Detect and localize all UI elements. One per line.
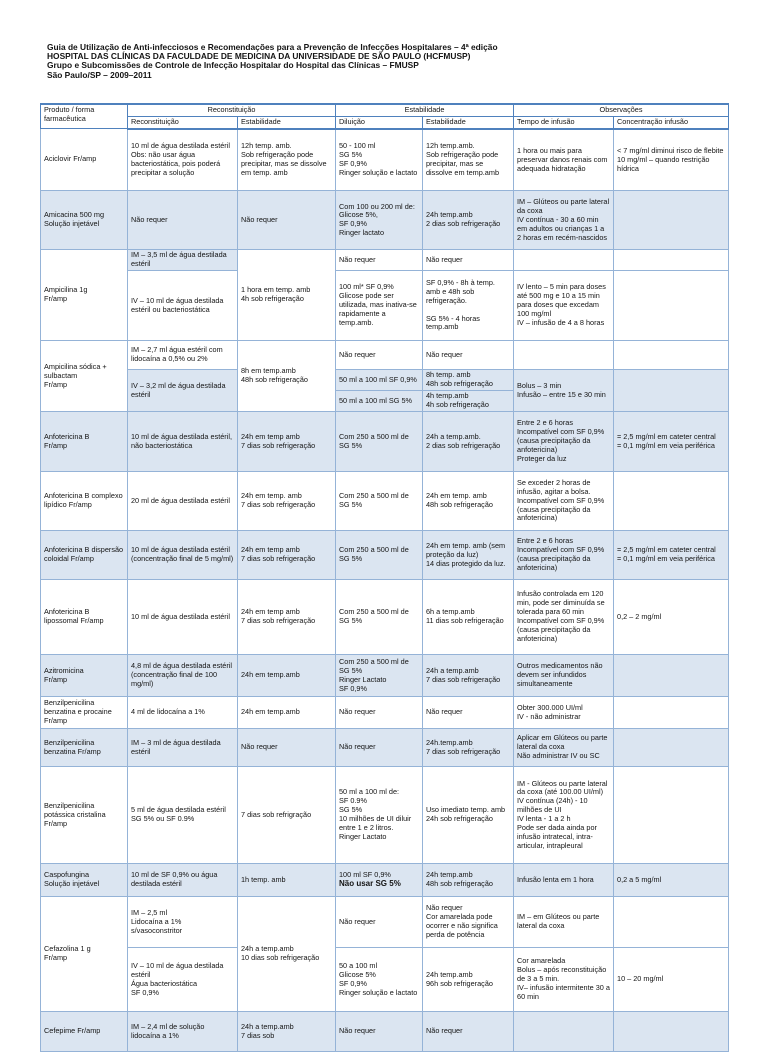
cell-diluicao [336,864,423,897]
cell-tempo-infusao [514,1012,614,1052]
column-header-estabilidade-diluicao: Estabilidade [423,116,514,128]
cell-reconstituicao: IV – 3,2 ml de água destilada estéril [128,370,238,412]
cell-diluicao: 50 ml a 100 ml de: SF 0.9% SG 5% 10 milhões de UI diluir entre 1 e 2 litros. Ringer Lactato [336,767,423,864]
table-row [41,948,729,1012]
cell-estabilidade-diluicao: Não requer [423,1012,514,1052]
cell-produto: Benzilpenicilina benzatina e procaine Fr/amp [41,697,128,729]
cell-estabilidade-diluicao: 24h temp.amb 96h sob refrigeração [423,948,514,1012]
cell-concentracao [614,655,729,697]
cell-estabilidade: 24h a temp.amb 7 dias sob [238,1012,336,1052]
cell-estabilidade-diluicao: 24h a temp.amb 7 dias sob refrigeração [423,655,514,697]
cell-reconstituicao: IM – 3 ml de água destilada estéril [128,729,238,767]
cell-reconstituicao: IM – 3,5 ml de água destilada estéril [128,250,238,271]
cell-estabilidade-diluicao: 24h em temp. amb 48h sob refrigeração [423,472,514,531]
cell-estabilidade-diluicao: Uso imediato temp. amb 24h sob refrigeração [423,767,514,864]
column-header-reconstituicao: Reconstituição [128,116,238,128]
cell-tempo-infusao: Infusão lenta em 1 hora [514,864,614,897]
cell-reconstituicao: 10 ml de SF 0,9% ou água destilada estéril [128,864,238,897]
table-row [41,729,729,767]
cell-estabilidade: 1h temp. amb [238,864,336,897]
cell-concentracao [614,729,729,767]
column-header-diluicao: Diluição [336,116,423,128]
table-row [41,129,729,191]
cell-reconstituicao: IV – 10 ml de água destilada estéril ou bacteriostática [128,271,238,341]
cell-reconstituicao: 10 ml de água destilada estéril, não bacteriostática [128,412,238,472]
cell-tempo-infusao: Entre 2 e 6 horas Incompatível com SF 0,9% (causa precipitação da anfotericina) [514,531,614,580]
cell-concentracao [614,897,729,948]
cell-diluicao: Com 100 ou 200 ml de: Glicose 5%, SF 0,9% Ringer lactato [336,191,423,250]
cell-estabilidade-diluicao: 24h em temp. amb (sem proteção da luz) 14 dias protegido da luz. [423,531,514,580]
table-row [41,655,729,697]
column-header-tempo-infusao: Tempo de infusão [514,116,614,128]
table-container [40,103,730,1040]
cell-diluicao: Não requer [336,697,423,729]
cell-concentracao [614,472,729,531]
cell-tempo-infusao: Infusão controlada em 120 min, pode ser diminuída se tolerada para 60 min Incompatível com SF 0,9% (causa precipitação da anfotericina) [514,580,614,655]
cell-estabilidade: 1 hora em temp. amb 4h sob refrigeração [238,250,336,341]
cell-reconstituicao: IM – 2,4 ml de solução lidocaína a 1% [128,1012,238,1052]
cell-estabilidade: Não requer [238,729,336,767]
cell-produto: Azitromicina Fr/amp [41,655,128,697]
cell-tempo-infusao: Bolus – 3 min Infusão – entre 15 e 30 min [514,370,614,412]
cell-diluicao: Não requer [336,729,423,767]
table-row [41,767,729,864]
cell-concentracao [614,271,729,341]
cell-tempo-infusao: IV lento – 5 min para doses até 500 mg e 10 a 15 min para doses que excedam 100 mg/ml IV – infusão de 4 a 8 horas [514,271,614,341]
cell-concentracao: = 2,5 mg/ml em cateter central = 0,1 mg/ml em veia periférica [614,531,729,580]
cell-concentracao: 10 – 20 mg/ml [614,948,729,1012]
cell-tempo-infusao: Se exceder 2 horas de infusão, agitar a bolsa. Incompatível com SF 0,9% (causa precipitação da anfotericina) [514,472,614,531]
cell-estabilidade: 12h temp. amb. Sob refrigeração pode precipitar, mas se dissolve em temp. amb [238,129,336,191]
cell-estabilidade: Não requer [238,191,336,250]
cell-estabilidade-diluicao: 8h temp. amb 48h sob refrigeração [423,370,514,391]
cell-estabilidade-diluicao: 24h temp.amb 2 dias sob refrigeração [423,191,514,250]
cell-produto: Cefepime Fr/amp [41,1012,128,1052]
cell-produto: Ampicilina 1g Fr/amp [41,250,128,341]
location-period: São Paulo/SP – 2009–2011 [47,69,152,80]
cell-tempo-infusao: Outros medicamentos não devem ser infundidos simultaneamente [514,655,614,697]
column-header-concentracao-infusao: Concentração infusão [614,116,729,128]
cell-diluicao: Com 250 a 500 ml de SG 5% [336,531,423,580]
cell-tempo-infusao: 1 hora ou mais para preservar danos renais com adequada hidratação [514,129,614,191]
cell-estabilidade: 7 dias sob refrigração [238,767,336,864]
column-header-estabilidade: Estabilidade [238,116,336,128]
header-row-columns [41,116,729,128]
cell-diluicao: 50 a 100 ml Glicose 5% SF 0,9% Ringer solução e lactato [336,948,423,1012]
cell-tempo-infusao: Obter 300.000 UI/ml IV - não administrar [514,697,614,729]
cell-tempo-infusao: IM – Glúteos ou parte lateral da coxa IV contínua - 30 a 60 min em adultos ou crianças 1 a 2 horas em recém-nascidos [514,191,614,250]
cell-estabilidade: 24h em temp amb 7 dias sob refrigeração [238,412,336,472]
table-row [41,531,729,580]
cell-concentracao [614,250,729,271]
committee-name: Grupo e Subcomissões de Controle de Infecção Hospitalar do Hospital das Clínicas – FMUSP [47,60,419,71]
table-row [41,191,729,250]
cell-reconstituicao: 10 ml de água destilada estéril Obs: não usar água bacteriostática, pois poderá precipitar a solução [128,129,238,191]
cell-produto: Anfotericina B complexo lipídico Fr/amp [41,472,128,531]
cell-diluicao: Com 250 a 500 ml de SG 5% Ringer Lactato SF 0,9% [336,655,423,697]
cell-estabilidade: 24h em temp.amb [238,655,336,697]
cell-diluicao: Não requer [336,897,423,948]
cell-concentracao: 0,2 a 5 mg/ml [614,864,729,897]
cell-reconstituicao: 10 ml de água destilada estéril (concentração final de 5 mg/ml) [128,531,238,580]
cell-estabilidade-diluicao: Não requer [423,250,514,271]
cell-diluicao: Com 250 a 500 ml de SG 5% [336,472,423,531]
cell-estabilidade-diluicao: Não requer [423,341,514,370]
cell-estabilidade: 8h em temp.amb 48h sob refrigeração [238,341,336,412]
cell-tempo-infusao: IM - Glúteos ou parte lateral da coxa (até 100.00 UI/ml) IV contínua (24h) - 10 milhões de UI IV lenta - 1 a 2 h Pode ser dada ainda por infusão intratecal, intra-articular, intrapleural [514,767,614,864]
cell-estabilidade-diluicao: 6h a temp.amb 11 dias sob refrigeração [423,580,514,655]
cell-reconstituicao: 20 ml de água destilada estéril [128,472,238,531]
table-row [41,897,729,948]
cell-diluicao: Não requer [336,250,423,271]
cell-estabilidade-diluicao: 24h.temp.amb 7 dias sob refrigeração [423,729,514,767]
table-row [41,472,729,531]
cell-concentracao: = 2,5 mg/ml em cateter central = 0,1 mg/ml em veia periférica [614,412,729,472]
cell-tempo-infusao: IM – em Glúteos ou parte lateral da coxa [514,897,614,948]
table-row [41,370,729,391]
table-row [41,250,729,271]
column-group-reconstituicao: Reconstituição [128,104,336,116]
cell-diluicao: Com 250 a 500 ml de SG 5% [336,412,423,472]
table-row [41,341,729,370]
cell-reconstituicao: 10 ml de água destilada estéril [128,580,238,655]
table-row [41,412,729,472]
cell-produto: Cefazolina 1 g Fr/amp [41,897,128,1012]
antiinfective-table [40,103,729,1052]
cell-estabilidade-diluicao: Não requer [423,697,514,729]
cell-diluicao: 50 ml a 100 ml SF 0,9% [336,370,423,391]
header-row-groups [41,104,729,116]
cell-produto: Benzilpenicilina potássica cristalina Fr/amp [41,767,128,864]
cell-reconstituicao: IV – 10 ml de água destilada estéril Água bacteriostática SF 0,9% [128,948,238,1012]
table-row [41,864,729,897]
table-row [41,1012,729,1052]
cell-diluicao: 50 - 100 ml SG 5% SF 0,9% Ringer solução e lactato [336,129,423,191]
table-row [41,271,729,341]
guide-title: Guia de Utilização de Anti-infecciosos e Recomendações para a Prevenção de Infecções Hospitalares – 4ª edição [47,42,498,52]
cell-tempo-infusao [514,341,614,370]
cell-diluicao: Não requer [336,341,423,370]
hospital-name: HOSPITAL DAS CLÍNICAS DA FACULDADE DE MEDICINA DA UNIVERSIDADE DE SÃO PAULO (HCFMUSP) [47,51,471,62]
column-header-produto: Produto / forma farmacêutica [41,104,128,129]
cell-concentracao [614,370,729,412]
cell-produto: Anfotericina B Fr/amp [41,412,128,472]
cell-estabilidade-diluicao: 24h temp.amb 48h sob refrigeração [423,864,514,897]
cell-estabilidade: 24h a temp.amb 10 dias sob refrigeração [238,897,336,1012]
cell-produto: Caspofungina Solução injetável [41,864,128,897]
cell-produto: Anfotericina B lipossomal Fr/amp [41,580,128,655]
cell-diluicao: Com 250 a 500 ml de SG 5% [336,580,423,655]
cell-concentracao [614,1012,729,1052]
cell-reconstituicao: Não requer [128,191,238,250]
cell-estabilidade: 24h em temp. amb 7 dias sob refrigeração [238,472,336,531]
cell-reconstituicao: 5 ml de água destilada estéril SG 5% ou SF 0.9% [128,767,238,864]
cell-tempo-infusao: Aplicar em Glúteos ou parte lateral da coxa Não administrar IV ou SC [514,729,614,767]
cell-concentracao: 0,2 – 2 mg/ml [614,580,729,655]
cell-reconstituicao: 4 ml de lidocaína a 1% [128,697,238,729]
cell-concentracao [614,191,729,250]
cell-tempo-infusao: Cor amarelada Bolus – após reconstituição de 3 a 5 min. IV– infusão intermitente 30 a 60 min [514,948,614,1012]
cell-estabilidade: 24h em temp amb 7 dias sob refrigeração [238,580,336,655]
cell-reconstituicao: IM – 2,7 ml água estéril com lidocaína a 0,5% ou 2% [128,341,238,370]
cell-produto: Amicacina 500 mg Solução injetável [41,191,128,250]
cell-estabilidade: 24h em temp amb 7 dias sob refrigeração [238,531,336,580]
table-row [41,580,729,655]
cell-diluicao: 50 ml a 100 ml SG 5% [336,391,423,412]
cell-estabilidade-diluicao: 4h temp.amb 4h sob refrigeração [423,391,514,412]
table-row [41,697,729,729]
diluicao-warning: Não usar SG 5% [339,879,401,889]
cell-concentracao [614,767,729,864]
cell-tempo-infusao [514,250,614,271]
cell-produto: Anfotericina B dispersão coloidal Fr/amp [41,531,128,580]
cell-diluicao: Não requer [336,1012,423,1052]
cell-reconstituicao: IM – 2,5 ml Lidocaína a 1% s/vasoconstritor [128,897,238,948]
cell-produto: Benzilpenicilina benzatina Fr/amp [41,729,128,767]
cell-estabilidade: 24h em temp.amb [238,697,336,729]
cell-concentracao [614,341,729,370]
cell-estabilidade-diluicao: Não requer Cor amarelada pode ocorrer e não significa perda de potência [423,897,514,948]
cell-estabilidade-diluicao: 12h temp.amb. Sob refrigeração pode precipitar, mas se dissolve em temp.amb [423,129,514,191]
cell-concentracao [614,697,729,729]
cell-reconstituicao: 4,8 ml de água destilada estéril (concentração final de 100 mg/ml) [128,655,238,697]
diluicao-text: 100 ml SF 0,9% [339,870,391,880]
cell-concentracao: < 7 mg/ml diminui risco de flebite 10 mg/ml – quando restrição hídrica [614,129,729,191]
cell-produto: Ampicilina sódica + sulbactam Fr/amp [41,341,128,412]
document-header [47,43,737,80]
column-group-estabilidade: Estabilidade [336,104,514,116]
cell-estabilidade-diluicao: 24h a temp.amb. 2 dias sob refrigeração [423,412,514,472]
column-group-observacoes: Observações [514,104,729,116]
cell-estabilidade-diluicao: SF 0,9% - 8h à temp. amb e 48h sob refrigeração. SG 5% - 4 horas temp.amb [423,271,514,341]
cell-tempo-infusao: Entre 2 e 6 horas Incompatível com SF 0,9% (causa precipitação da anfotericina) Proteger da luz [514,412,614,472]
cell-produto: Aciclovir Fr/amp [41,129,128,191]
cell-diluicao: 100 ml* SF 0,9% Glicose pode ser utilizada, mas inativa-se rapidamente a temp.amb. [336,271,423,341]
